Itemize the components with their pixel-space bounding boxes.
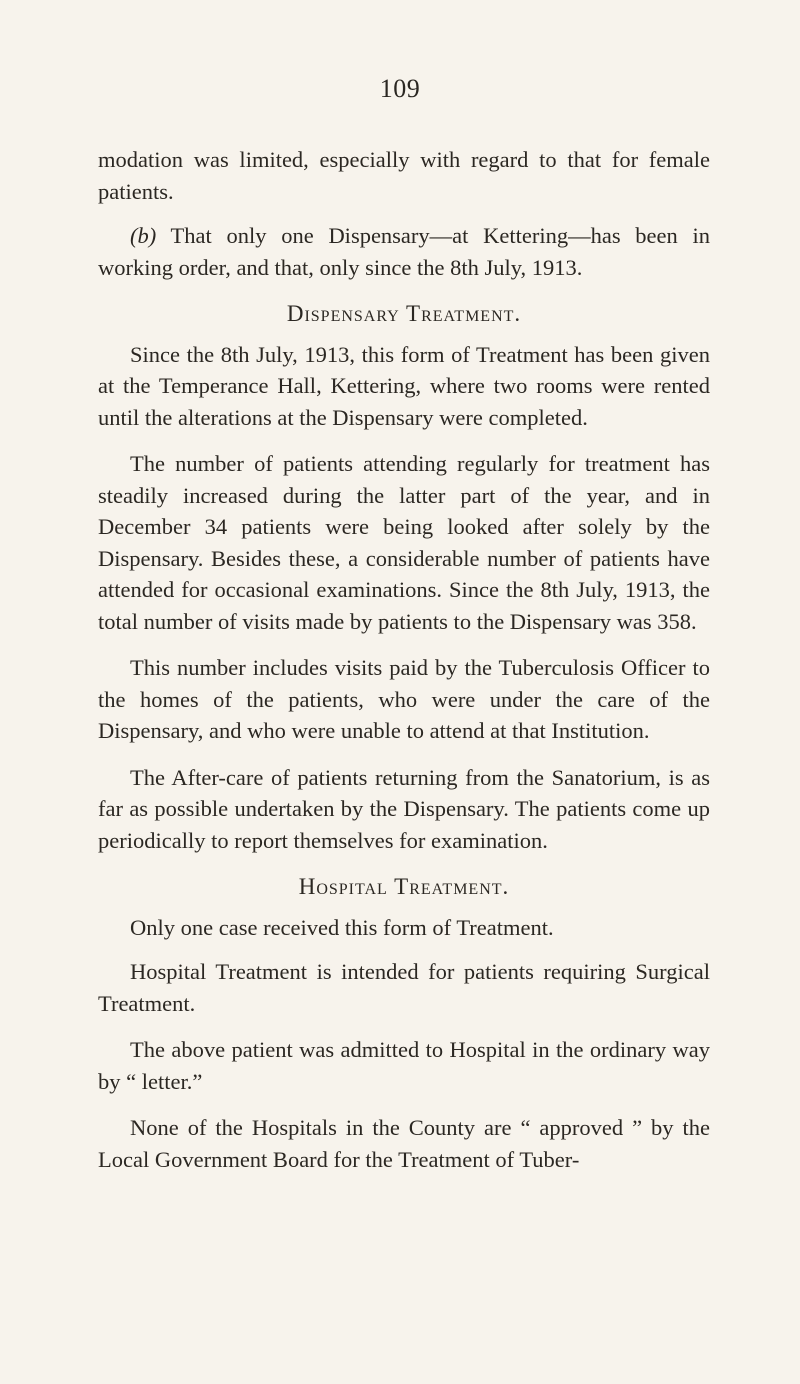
body-text	[98, 144, 710, 1190]
heading-hospital-treatment: Hospital Treatment.	[298, 874, 510, 899]
paragraph-surgical: Hospital Treatment is intended for patients requiring Surgical Treatment.	[98, 959, 710, 1016]
paragraph-after-care: The After-care of patients returning from the Sanatorium, is as far as possible undertaken by the Dispensary. The patients come up periodically to report themselves for examination.	[98, 764, 710, 853]
paragraph-admission: The above patient was admitted to Hospital in the ordinary way by “ letter.”	[98, 1037, 710, 1094]
paragraph-one-case: Only one case received this form of Treatment.	[130, 914, 554, 940]
item-text: That only one Dispensary—at Kettering—has been in working order, and that, only since the 8th July, 1913.	[98, 223, 710, 280]
paragraph-approved-hospitals: None of the Hospitals in the County are “ approved ” by the Local Government Board for the Treatment of Tuber-	[98, 1115, 710, 1172]
paragraph-dispensary-intro: Since the 8th July, 1913, this form of Treatment has been given at the Temperance Hall, Kettering, where two rooms were rented until the alterations at the Dispensary were completed.	[98, 341, 710, 430]
paragraph-continuation: modation was limited, especially with regard to that for female patients.	[98, 147, 710, 204]
item-label: (b)	[130, 223, 157, 248]
paragraph-patient-numbers: The number of patients attending regularly for treatment has steadily increased during the latter part of the year, and in December 34 patients were being looked after solely by the Dispensary. Besides these, a considerable number of patients have attended for occasional examinations. Since the 8th July, 1913, the total number of visits made by patients to the Dispensary was 358.	[98, 451, 710, 634]
paragraph-home-visits: This number includes visits paid by the Tuberculosis Officer to the homes of the patients, who were under the care of the Dispensary, and who were unable to attend at that Institution.	[98, 655, 710, 743]
page-number: 109	[379, 74, 421, 103]
paragraph-item-b	[98, 220, 710, 283]
heading-dispensary-treatment: Dispensary Treatment.	[286, 301, 522, 326]
